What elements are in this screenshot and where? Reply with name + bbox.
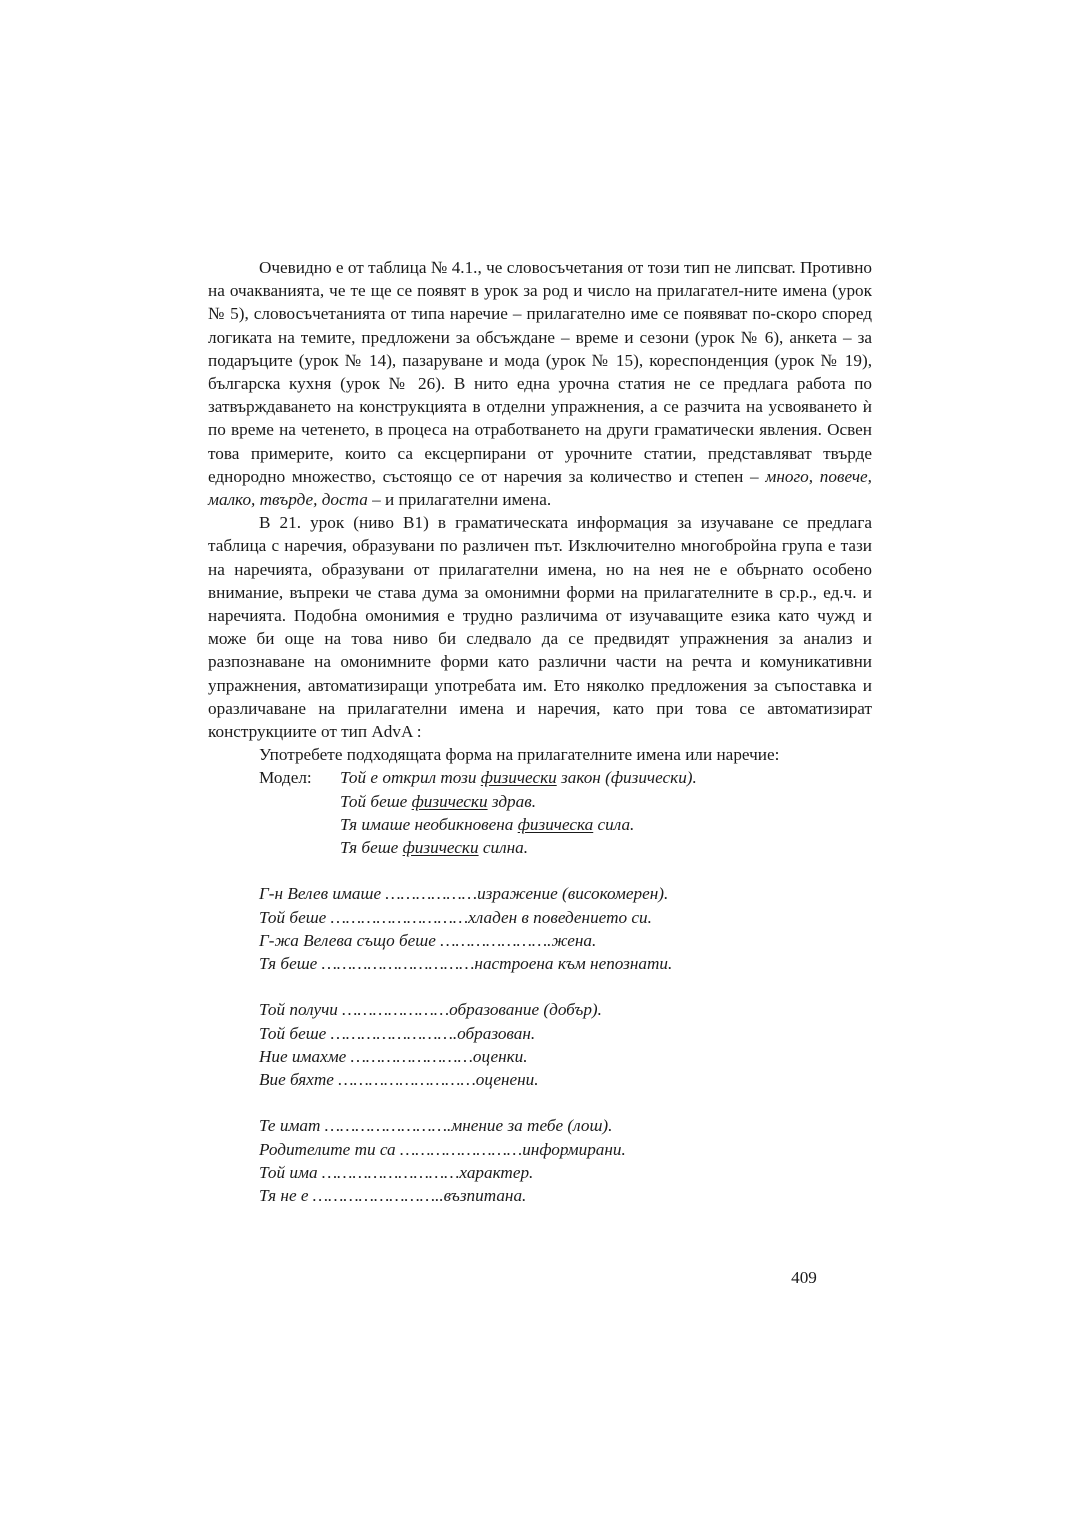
model-line-text: силна. <box>478 838 529 858</box>
model-label: Модел: <box>259 768 312 788</box>
exercise-group-3 <box>208 1114 872 1207</box>
exercise-group-1 <box>208 882 872 975</box>
body-text <box>208 256 872 1207</box>
exercise-line: Г-жа Велева също беше ………………….жена. <box>259 930 597 950</box>
model-line-text: Тя имаше необикновена <box>340 814 518 834</box>
model-line <box>340 766 872 789</box>
paragraph-1-italic-examples: много, повече, малко, твърде, доста <box>208 466 872 510</box>
page-number: 409 <box>791 1268 817 1287</box>
model-line-text: Тя беше <box>340 838 403 858</box>
model-line-underlined: физическа <box>517 814 594 834</box>
exercise-line: Тя беше …………………………настроена към непознати. <box>259 954 673 974</box>
model-line-underlined: физически <box>402 838 479 858</box>
model-line-text: здрав. <box>487 791 536 811</box>
exercise-line: Родителите ти са ……………………информирани. <box>259 1139 626 1159</box>
model-line-text: Той е открил този <box>340 768 481 788</box>
paragraph-1-text: Очевидно е от таблица № 4.1., че словосъчетания от този тип не липсват. Противно на очакванията, че те ще се появят в урок за род и число на прилагател-ните имена (урок № 5), словосъчетанията от типа наречие – прилагателно име се появяват по-скоро според логиката на темите, предложени за обсъждане – време и сезони (урок № 6), анкета – за подаръците (урок № 14), пазаруване и мода (урок № 15), кореспонденция (урок № 19), българска кухня (урок № 26). В нито една урочна статия не се предлага работа по затвърждаването на конструкцията в отделни упражнения, а се разчита на усвояването ѝ по време на четенето, в процеса на отработването на други граматически явления. Освен това примерите, които са ексцерпирани от урочните статии, представляват твърде еднородно множество, състоящо се от наречия за количество и степен – <box>208 258 872 486</box>
exercise-line: Г-н Велев имаше ………………изражение (високомерен). <box>259 884 669 904</box>
exercise-line: Вие бяхте ………………………оценени. <box>259 1070 539 1090</box>
model-line <box>340 790 872 813</box>
exercise-line: Той беше ………………………хладен в поведението си. <box>259 907 652 927</box>
paragraph-1 <box>208 256 872 511</box>
model-line-text: сила. <box>593 814 635 834</box>
exercise-line: Ние имахме ……………………оценки. <box>259 1046 528 1066</box>
exercise-line: Той има ………………………характер. <box>259 1162 534 1182</box>
model-lines <box>340 766 872 859</box>
paragraph-1-end: – и прилагателни имена. <box>372 490 552 510</box>
model-line-underlined: физически <box>480 768 557 788</box>
exercise-group-2 <box>208 998 872 1091</box>
model-example <box>208 766 872 859</box>
exercise-line: Той беше …………………….образован. <box>259 1023 536 1043</box>
model-line-text: Той беше <box>340 791 412 811</box>
model-line-underlined: физически <box>411 791 488 811</box>
exercise-line: Той получи …………………образование (добър). <box>259 1000 602 1020</box>
exercise-line: Тя не е ……………………..възпитана. <box>259 1186 527 1206</box>
paragraph-2: В 21. урок (ниво В1) в граматическата информация за изучаване се предлага таблица с наречия, образувани по различен път. Изключително многобройна група е тази на наречията, образувани от прилагателни имена, но на нея не е обърнато особено внимание, въпреки че става дума за омонимни форми на прилагателните в ср.р., ед.ч. и наречията. Подобна омонимия е трудно различима от изучаващите езика като чужд и може би още на това ниво би следвало да се предвидят упражнения за анализ и разпознаване на омонимните форми като различни части на речта и комуникативни упражнения, автоматизиращи употребата им. Ето няколко предложения за съпоставка и оразличаване на прилагателни имена и наречия, като при това се автоматизират конструкциите от тип AdvA : <box>208 513 872 742</box>
model-line <box>340 813 872 836</box>
model-line-text: закон (физически). <box>556 768 697 788</box>
exercise-line: Те имат …………………….мнение за тебе (лош). <box>259 1116 613 1136</box>
exercise-instruction: Употребете подходящата форма на прилагателните имена или наречие: <box>259 745 780 765</box>
model-line <box>340 836 872 859</box>
